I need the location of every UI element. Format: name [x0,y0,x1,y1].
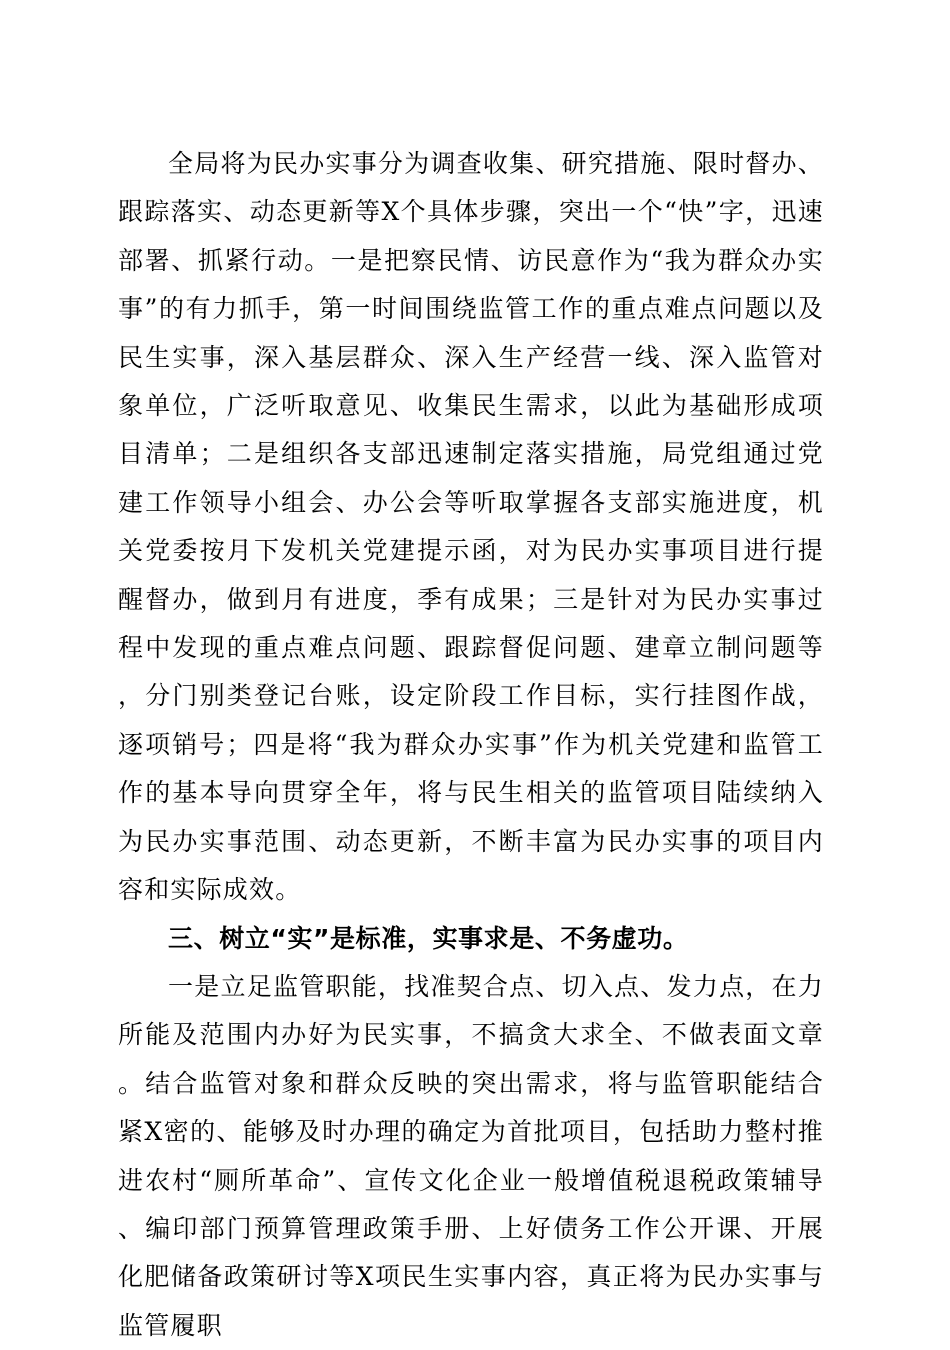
body-paragraph-practical: 一是立足监管职能，找准契合点、切入点、发力点，在力所能及范围内办好为民实事，不搞贪大求全、不做表面文章。结合监管对象和群众反映的突出需求，将与监管职能结合紧X密的、能够及时办理的确定为首批项目，包括助力整村推进农村“厕所革命”、宣传文化企业一般增值税退税政策辅导、编印部门预算管理政策手册、上好债务工作公开课、开展化肥储备政策研讨等X项民生实事内容，真正将为民办实事与监管履职 [118,971,824,1340]
document-body [118,140,824,1350]
body-paragraph-steps: 全局将为民办实事分为调查收集、研究措施、限时督办、跟踪落实、动态更新等X个具体步骤，突出一个“快”字，迅速部署、抓紧行动。一是把察民情、访民意作为“我为群众办实事”的有力抓手，第一时间围绕监管工作的重点难点问题以及民生实事，深入基层群众、深入生产经营一线、深入监管对象单位，广泛听取意见、收集民生需求，以此为基础形成项目清单；二是组织各支部迅速制定落实措施，局党组通过党建工作领导小组会、办公会等听取掌握各支部实施进度，机关党委按月下发机关党建提示函，对为民办实事项目进行提醒督办，做到月有进度，季有成果；三是针对为民办实事过程中发现的重点难点问题、跟踪督促问题、建章立制问题等，分门别类登记台账，设定阶段工作目标，实行挂图作战，逐项销号；四是将“我为群众办实事”作为机关党建和监管工作的基本导向贯穿全年，将与民生相关的监管项目陆续纳入为民办实事范围、动态更新，不断丰富为民办实事的项目内容和实际成效。 [118,149,824,905]
section-heading-three: 三、树立“实”是标准，实事求是、不务虚功。 [168,923,689,953]
